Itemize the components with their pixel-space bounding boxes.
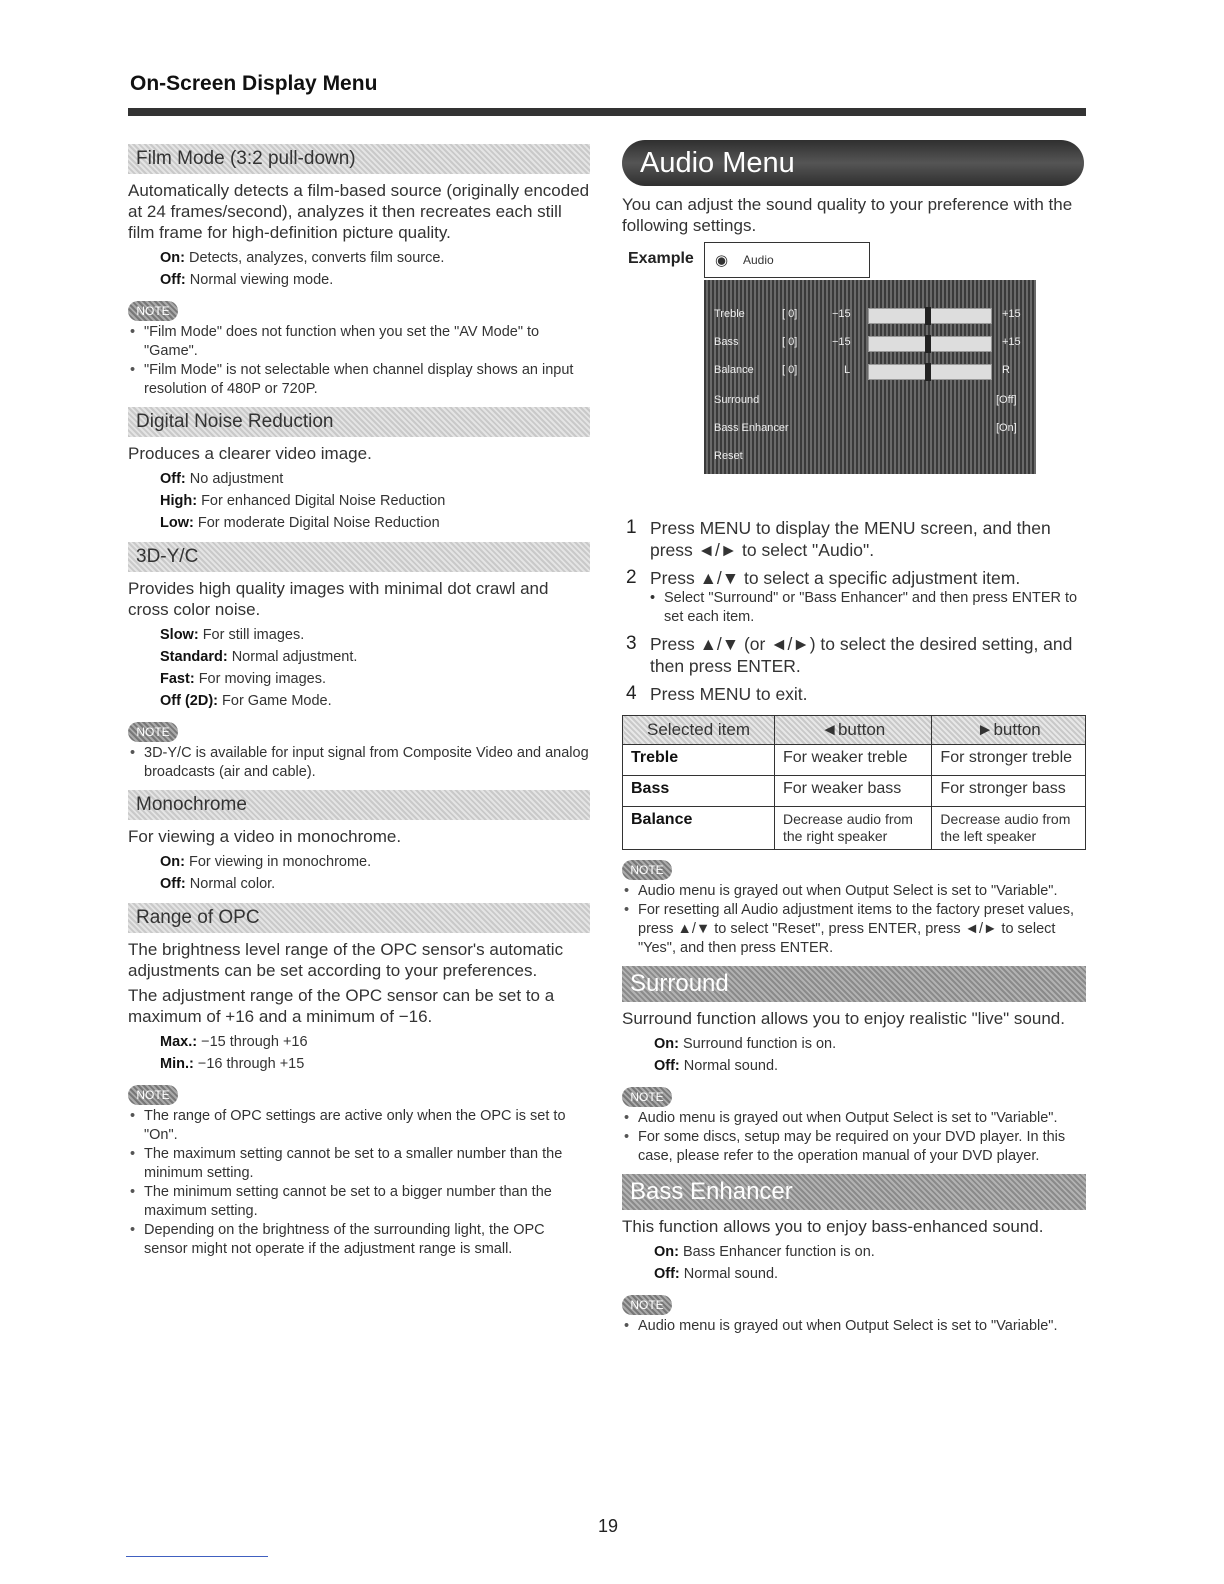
bass-enhancer-heading: Bass Enhancer xyxy=(622,1174,1086,1210)
opc-desc: The adjustment range of the OPC sensor can be set to a maximum of +16 and a minimum of −16. xyxy=(128,986,555,1026)
left-column xyxy=(128,140,590,1259)
monochrome-heading: Monochrome xyxy=(128,790,590,820)
film-mode-heading: Film Mode (3:2 pull-down) xyxy=(128,144,590,174)
note-item: • 3D-Y/C is available for input signal from Composite Video and analog broadcasts (air and cable). xyxy=(128,744,590,782)
option-item: Fast: For moving images. xyxy=(160,671,327,687)
speaker-icon: ◉ xyxy=(715,252,729,269)
option-item: Off: Normal viewing mode. xyxy=(160,272,334,288)
note-item: • Audio menu is grayed out when Output Select is set to "Variable". xyxy=(622,1317,1086,1336)
option-item: High: For enhanced Digital Noise Reduction xyxy=(160,493,446,509)
yc3d-heading: 3D-Y/C xyxy=(128,542,590,572)
step-item: 1 Press MENU to display the MENU screen, and then press ◄/► to select "Audio". xyxy=(626,517,1051,560)
note-item: • Audio menu is grayed out when Output Select is set to "Variable". xyxy=(622,882,1086,901)
surround-heading: Surround xyxy=(622,966,1086,1002)
option-item: Off: Normal sound. xyxy=(654,1266,779,1282)
osd-max: R xyxy=(1002,364,1010,376)
option-item: Max.: −15 through +16 xyxy=(160,1034,308,1050)
option-item: On: Bass Enhancer function is on. xyxy=(654,1244,875,1260)
footer-line xyxy=(126,1556,268,1557)
note-item: • Depending on the brightness of the surrounding light, the OPC sensor might not operate if the adjustment range is small. xyxy=(128,1221,590,1259)
yc3d-desc: Provides high quality images with minimal dot crawl and cross color noise. xyxy=(128,579,549,619)
note-badge: NOTE xyxy=(622,1295,672,1315)
osd-max: +15 xyxy=(1002,336,1021,348)
note-item: • The minimum setting cannot be set to a bigger number than the maximum setting. xyxy=(128,1183,590,1221)
osd-row-bass: Bass [ 0] xyxy=(714,336,798,348)
option-item: Off: Normal sound. xyxy=(654,1058,779,1074)
note-item: • "Film Mode" is not selectable when channel display shows an input resolution of 480P or 720P. xyxy=(128,361,590,399)
slider-thumb xyxy=(925,363,931,381)
surround-desc: Surround function allows you to enjoy realistic "live" sound. xyxy=(622,1009,1065,1028)
osd-slider-bass xyxy=(868,336,992,352)
header-rule xyxy=(128,108,1086,116)
osd-min: L xyxy=(844,364,851,376)
option-item: Standard: Normal adjustment. xyxy=(160,649,358,665)
dnr-desc: Produces a clearer video image. xyxy=(128,444,372,463)
right-column xyxy=(622,140,1086,1336)
osd-slider-treble xyxy=(868,308,992,324)
osd-screen xyxy=(704,280,1036,474)
option-item: Min.: −16 through +15 xyxy=(160,1056,305,1072)
note-badge: NOTE xyxy=(128,1085,178,1105)
film-mode-desc: Automatically detects a film-based source (originally encoded at 24 frames/second), analyzes it then recreates each still film frame for high-definition picture quality. xyxy=(128,181,590,242)
option-item: Off (2D): For Game Mode. xyxy=(160,693,332,709)
note-item: • Audio menu is grayed out when Output Select is set to "Variable". xyxy=(622,1109,1086,1128)
step-item: 3 Press ▲/▼ (or ◄/►) to select the desired setting, and then press ENTER. xyxy=(626,633,1073,676)
slider-thumb xyxy=(925,307,931,325)
table-header: Selected item xyxy=(623,716,775,745)
note-item: • "Film Mode" does not function when you set the "AV Mode" to "Game". xyxy=(128,323,590,361)
osd-row-bass-enhancer: Bass Enhancer xyxy=(714,422,789,434)
option-item: On: For viewing in monochrome. xyxy=(160,854,372,870)
step-subnote: • Select "Surround" or "Bass Enhancer" and then press ENTER to set each item. xyxy=(650,589,1086,627)
example-title-box xyxy=(704,242,870,278)
osd-value: [Off] xyxy=(996,394,1017,406)
step-item: 2 Press ▲/▼ to select a specific adjustment item. • Select "Surround" or "Bass Enhancer" and then press ENTER to set each item. xyxy=(622,567,1086,627)
table-header: ►button xyxy=(932,716,1086,745)
monochrome-desc: For viewing a video in monochrome. xyxy=(128,827,402,846)
osd-row-treble: Treble [ 0] xyxy=(714,308,798,320)
option-item: Off: Normal color. xyxy=(160,876,276,892)
note-badge: NOTE xyxy=(128,722,178,742)
page-number: 19 xyxy=(598,1516,619,1536)
steps-list xyxy=(622,517,1086,705)
osd-value: [On] xyxy=(996,422,1017,434)
note-item: • For resetting all Audio adjustment items to the factory preset values, press ▲/▼ to select "Reset", press ENTER, press ◄/► to select "Yes", and then press ENTER. xyxy=(622,901,1086,958)
note-item: • The maximum setting cannot be set to a smaller number than the minimum setting. xyxy=(128,1145,590,1183)
audio-desc: You can adjust the sound quality to your preference with the following settings. xyxy=(622,195,1073,235)
audio-menu-heading: Audio Menu xyxy=(622,140,1084,186)
note-badge: NOTE xyxy=(622,1087,672,1107)
option-item: On: Detects, analyzes, converts film source. xyxy=(160,250,445,266)
osd-row-surround: Surround xyxy=(714,394,760,406)
table-header: ◄button xyxy=(775,716,932,745)
osd-min: −15 xyxy=(832,308,851,320)
example-figure xyxy=(622,250,1086,505)
step-item: 4 Press MENU to exit. xyxy=(626,683,808,704)
dnr-heading: Digital Noise Reduction xyxy=(128,407,590,437)
bass-enhancer-desc: This function allows you to enjoy bass-enhanced sound. xyxy=(622,1217,1044,1236)
slider-thumb xyxy=(925,335,931,353)
option-item: Off: No adjustment xyxy=(160,471,284,487)
button-function-table xyxy=(622,715,1086,850)
note-item: • The range of OPC settings are active only when the OPC is set to "On". xyxy=(128,1107,590,1145)
example-box-label: Audio xyxy=(743,253,774,267)
note-badge: NOTE xyxy=(128,301,178,321)
table-row: Balance Decrease audio from the right speaker Decrease audio from the left speaker xyxy=(623,807,1086,850)
osd-row-balance: Balance [ 0] xyxy=(714,364,798,376)
opc-desc: The brightness level range of the OPC sensor's automatic adjustments can be set according to your preferences. xyxy=(128,940,564,980)
osd-max: +15 xyxy=(1002,308,1021,320)
page-title: On-Screen Display Menu xyxy=(130,72,378,95)
option-item: Slow: For still images. xyxy=(160,627,305,643)
option-item: Low: For moderate Digital Noise Reduction xyxy=(160,515,440,531)
osd-slider-balance xyxy=(868,364,992,380)
osd-min: −15 xyxy=(832,336,851,348)
note-badge: NOTE xyxy=(622,860,672,880)
option-item: On: Surround function is on. xyxy=(654,1036,837,1052)
note-item: • For some discs, setup may be required on your DVD player. In this case, please refer to the operation manual of your DVD player. xyxy=(622,1128,1086,1166)
table-row: Bass For weaker bass For stronger bass xyxy=(623,776,1086,807)
osd-row-reset: Reset xyxy=(714,450,743,462)
opc-heading: Range of OPC xyxy=(128,903,590,933)
example-label: Example xyxy=(628,250,694,267)
table-row: Treble For weaker treble For stronger treble xyxy=(623,745,1086,776)
